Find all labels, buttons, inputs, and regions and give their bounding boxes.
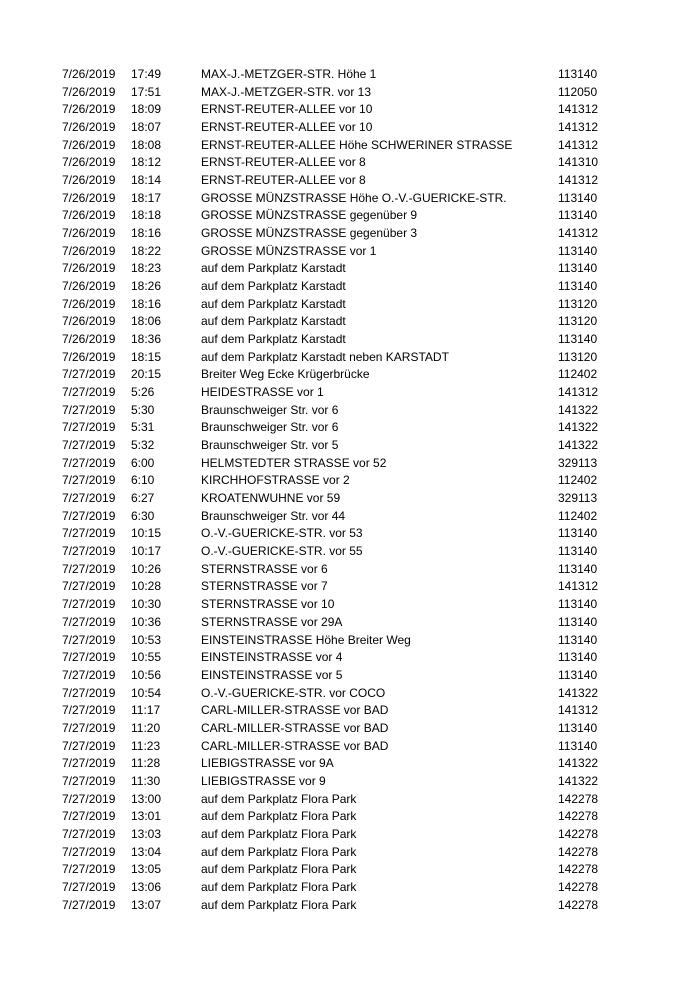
- location-cell: Braunschweiger Str. vor 6: [201, 420, 339, 435]
- location-cell: auf dem Parkplatz Karstadt neben KARSTADT: [201, 349, 449, 364]
- table-row: [0, 685, 700, 703]
- date-cell: 7/26/2019: [62, 226, 116, 241]
- date-cell: 7/27/2019: [62, 544, 116, 559]
- date-cell: 7/27/2019: [62, 791, 116, 806]
- location-cell: auf dem Parkplatz Flora Park: [201, 862, 357, 877]
- location-cell: HELMSTEDTER STRASSE vor 52: [201, 455, 387, 470]
- code-cell: 329113: [558, 491, 598, 506]
- location-cell: auf dem Parkplatz Flora Park: [201, 809, 357, 824]
- code-cell: 141312: [558, 102, 599, 117]
- date-cell: 7/27/2019: [62, 826, 116, 841]
- time-cell: 5:30: [131, 402, 155, 417]
- location-cell: KIRCHHOFSTRASSE vor 2: [201, 473, 350, 488]
- table-row: [0, 225, 700, 243]
- date-cell: 7/27/2019: [62, 632, 116, 647]
- code-cell: 113140: [558, 332, 598, 347]
- date-cell: 7/26/2019: [62, 120, 116, 135]
- time-cell: 6:30: [131, 508, 155, 523]
- time-cell: 18:17: [131, 190, 162, 205]
- time-cell: 5:32: [131, 438, 155, 453]
- code-cell: 113140: [558, 667, 598, 682]
- code-cell: 142278: [558, 826, 599, 841]
- location-cell: auf dem Parkplatz Karstadt: [201, 332, 346, 347]
- location-cell: KROATENWUHNE vor 59: [201, 491, 341, 506]
- time-cell: 13:07: [131, 897, 162, 912]
- table-row: [0, 172, 700, 190]
- time-cell: 10:56: [131, 667, 162, 682]
- code-cell: 113140: [558, 544, 598, 559]
- date-cell: 7/27/2019: [62, 897, 116, 912]
- date-cell: 7/27/2019: [62, 809, 116, 824]
- code-cell: 142278: [558, 897, 599, 912]
- date-cell: 7/27/2019: [62, 756, 116, 771]
- location-cell: STERNSTRASSE vor 7: [201, 579, 328, 594]
- table-row: [0, 808, 700, 826]
- table-row: [0, 207, 700, 225]
- table-row: [0, 791, 700, 809]
- code-cell: 113140: [558, 632, 598, 647]
- code-cell: 141312: [558, 137, 599, 152]
- code-cell: 113140: [558, 720, 598, 735]
- time-cell: 18:15: [131, 349, 162, 364]
- table-row: [0, 738, 700, 756]
- table-row: [0, 596, 700, 614]
- date-cell: 7/27/2019: [62, 491, 116, 506]
- date-cell: 7/26/2019: [62, 314, 116, 329]
- time-cell: 18:22: [131, 243, 162, 258]
- code-cell: 113140: [558, 614, 598, 629]
- location-cell: auf dem Parkplatz Flora Park: [201, 826, 357, 841]
- code-cell: 142278: [558, 862, 599, 877]
- date-cell: 7/26/2019: [62, 190, 116, 205]
- time-cell: 18:08: [131, 137, 162, 152]
- code-cell: 141312: [558, 173, 599, 188]
- location-cell: Breiter Weg Ecke Krügerbrücke: [201, 367, 370, 382]
- code-cell: 113140: [558, 243, 598, 258]
- time-cell: 13:01: [131, 809, 162, 824]
- code-cell: 112402: [558, 367, 598, 382]
- time-cell: 5:31: [131, 420, 155, 435]
- code-cell: 141322: [558, 438, 599, 453]
- time-cell: 13:06: [131, 879, 162, 894]
- location-cell: LIEBIGSTRASSE vor 9: [201, 773, 326, 788]
- date-cell: 7/26/2019: [62, 279, 116, 294]
- code-cell: 113140: [558, 650, 598, 665]
- date-cell: 7/27/2019: [62, 561, 116, 576]
- code-cell: 329113: [558, 455, 598, 470]
- table-row: [0, 844, 700, 862]
- time-cell: 18:14: [131, 173, 162, 188]
- table-row: [0, 667, 700, 685]
- code-cell: 142278: [558, 809, 599, 824]
- table-row: [0, 119, 700, 137]
- time-cell: 18:16: [131, 296, 162, 311]
- table-row: [0, 702, 700, 720]
- date-cell: 7/27/2019: [62, 667, 116, 682]
- code-cell: 141312: [558, 385, 599, 400]
- time-cell: 10:55: [131, 650, 162, 665]
- date-cell: 7/27/2019: [62, 367, 116, 382]
- code-cell: 113140: [558, 597, 598, 612]
- time-cell: 18:23: [131, 261, 162, 276]
- time-cell: 10:30: [131, 597, 162, 612]
- date-cell: 7/27/2019: [62, 862, 116, 877]
- time-cell: 20:15: [131, 367, 162, 382]
- location-cell: GROSSE MÜNZSTRASSE gegenüber 3: [201, 226, 418, 241]
- date-cell: 7/27/2019: [62, 703, 116, 718]
- code-cell: 113140: [558, 526, 598, 541]
- location-cell: EINSTEINSTRASSE vor 5: [201, 667, 343, 682]
- date-cell: 7/26/2019: [62, 349, 116, 364]
- table-row: [0, 472, 700, 490]
- location-cell: O.-V.-GUERICKE-STR. vor 55: [201, 544, 363, 559]
- date-cell: 7/27/2019: [62, 597, 116, 612]
- code-cell: 112402: [558, 508, 598, 523]
- time-cell: 11:20: [131, 720, 161, 735]
- location-cell: STERNSTRASSE vor 29A: [201, 614, 343, 629]
- code-cell: 141322: [558, 773, 599, 788]
- date-cell: 7/27/2019: [62, 438, 116, 453]
- time-cell: 10:17: [131, 544, 162, 559]
- table-row: [0, 755, 700, 773]
- time-cell: 11:28: [131, 756, 161, 771]
- table-row: [0, 437, 700, 455]
- location-cell: Braunschweiger Str. vor 44: [201, 508, 346, 523]
- time-cell: 18:18: [131, 208, 162, 223]
- code-cell: 141322: [558, 402, 599, 417]
- records-table: [0, 66, 700, 914]
- code-cell: 142278: [558, 879, 599, 894]
- code-cell: 141312: [558, 579, 599, 594]
- date-cell: 7/26/2019: [62, 155, 116, 170]
- code-cell: 113140: [558, 190, 598, 205]
- table-row: [0, 508, 700, 526]
- time-cell: 6:00: [131, 455, 155, 470]
- code-cell: 142278: [558, 791, 599, 806]
- table-row: [0, 861, 700, 879]
- date-cell: 7/27/2019: [62, 650, 116, 665]
- table-row: [0, 455, 700, 473]
- time-cell: 17:49: [131, 67, 162, 81]
- date-cell: 7/26/2019: [62, 102, 116, 117]
- table-row: [0, 366, 700, 384]
- time-cell: 13:04: [131, 844, 162, 859]
- table-row: [0, 331, 700, 349]
- time-cell: 17:51: [131, 84, 162, 99]
- table-row: [0, 260, 700, 278]
- location-cell: LIEBIGSTRASSE vor 9A: [201, 756, 334, 771]
- code-cell: 141322: [558, 420, 599, 435]
- code-cell: 141312: [558, 226, 599, 241]
- table-row: [0, 296, 700, 314]
- time-cell: 10:53: [131, 632, 162, 647]
- time-cell: 11:30: [131, 773, 161, 788]
- location-cell: auf dem Parkplatz Karstadt: [201, 279, 346, 294]
- location-cell: auf dem Parkplatz Flora Park: [201, 844, 357, 859]
- location-cell: EINSTEINSTRASSE Höhe Breiter Weg: [201, 632, 411, 647]
- date-cell: 7/27/2019: [62, 614, 116, 629]
- location-cell: GROSSE MÜNZSTRASSE Höhe O.-V.-GUERICKE-STR.: [201, 190, 507, 205]
- code-cell: 141312: [558, 120, 599, 135]
- date-cell: 7/27/2019: [62, 473, 116, 488]
- date-cell: 7/27/2019: [62, 455, 116, 470]
- location-cell: Braunschweiger Str. vor 5: [201, 438, 339, 453]
- date-cell: 7/27/2019: [62, 844, 116, 859]
- code-cell: 141322: [558, 756, 599, 771]
- code-cell: 113120: [558, 314, 598, 329]
- time-cell: 18:16: [131, 226, 162, 241]
- table-row: [0, 543, 700, 561]
- date-cell: 7/26/2019: [62, 67, 116, 81]
- location-cell: ERNST-REUTER-ALLEE vor 10: [201, 102, 373, 117]
- table-row: [0, 561, 700, 579]
- time-cell: 10:28: [131, 579, 162, 594]
- code-cell: 141310: [558, 155, 599, 170]
- time-cell: 18:09: [131, 102, 162, 117]
- table-row: [0, 154, 700, 172]
- time-cell: 18:36: [131, 332, 162, 347]
- location-cell: GROSSE MÜNZSTRASSE gegenüber 9: [201, 208, 418, 223]
- time-cell: 18:06: [131, 314, 162, 329]
- location-cell: ERNST-REUTER-ALLEE Höhe SCHWERINER STRASSE: [201, 137, 513, 152]
- table-row: [0, 419, 700, 437]
- time-cell: 10:15: [131, 526, 162, 541]
- table-row: [0, 384, 700, 402]
- location-cell: ERNST-REUTER-ALLEE vor 8: [201, 155, 366, 170]
- code-cell: 141322: [558, 685, 599, 700]
- table-row: [0, 649, 700, 667]
- table-row: [0, 826, 700, 844]
- date-cell: 7/27/2019: [62, 720, 116, 735]
- code-cell: 113140: [558, 208, 598, 223]
- code-cell: 113140: [558, 279, 598, 294]
- time-cell: 10:36: [131, 614, 162, 629]
- table-row: [0, 190, 700, 208]
- location-cell: O.-V.-GUERICKE-STR. vor 53: [201, 526, 363, 541]
- location-cell: STERNSTRASSE vor 6: [201, 561, 328, 576]
- time-cell: 6:27: [131, 491, 155, 506]
- time-cell: 10:54: [131, 685, 162, 700]
- location-cell: auf dem Parkplatz Karstadt: [201, 314, 346, 329]
- table-row: [0, 101, 700, 119]
- date-cell: 7/27/2019: [62, 420, 116, 435]
- date-cell: 7/27/2019: [62, 773, 116, 788]
- location-cell: auf dem Parkplatz Karstadt: [201, 296, 346, 311]
- location-cell: CARL-MILLER-STRASSE vor BAD: [201, 720, 389, 735]
- date-cell: 7/26/2019: [62, 261, 116, 276]
- location-cell: auf dem Parkplatz Karstadt: [201, 261, 346, 276]
- code-cell: 113140: [558, 67, 598, 81]
- code-cell: 113120: [558, 349, 598, 364]
- table-row: [0, 578, 700, 596]
- code-cell: 112050: [558, 84, 598, 99]
- table-row: [0, 278, 700, 296]
- time-cell: 18:07: [131, 120, 162, 135]
- code-cell: 113140: [558, 561, 598, 576]
- table-row: [0, 490, 700, 508]
- time-cell: 11:17: [131, 703, 161, 718]
- table-row: [0, 614, 700, 632]
- code-cell: 142278: [558, 844, 599, 859]
- date-cell: 7/26/2019: [62, 296, 116, 311]
- date-cell: 7/26/2019: [62, 243, 116, 258]
- location-cell: auf dem Parkplatz Flora Park: [201, 791, 357, 806]
- table-row: [0, 897, 700, 915]
- table-row: [0, 402, 700, 420]
- time-cell: 13:05: [131, 862, 162, 877]
- code-cell: 141312: [558, 703, 599, 718]
- time-cell: 18:26: [131, 279, 162, 294]
- time-cell: 10:26: [131, 561, 162, 576]
- location-cell: CARL-MILLER-STRASSE vor BAD: [201, 703, 389, 718]
- location-cell: ERNST-REUTER-ALLEE vor 8: [201, 173, 366, 188]
- date-cell: 7/26/2019: [62, 137, 116, 152]
- table-row: [0, 137, 700, 155]
- location-cell: STERNSTRASSE vor 10: [201, 597, 335, 612]
- code-cell: 113140: [558, 261, 598, 276]
- time-cell: 11:23: [131, 738, 161, 753]
- date-cell: 7/27/2019: [62, 402, 116, 417]
- location-cell: auf dem Parkplatz Flora Park: [201, 897, 357, 912]
- location-cell: O.-V.-GUERICKE-STR. vor COCO: [201, 685, 386, 700]
- table-row: [0, 66, 700, 84]
- table-row: [0, 84, 700, 102]
- code-cell: 113120: [558, 296, 598, 311]
- code-cell: 113140: [558, 738, 598, 753]
- table-row: [0, 525, 700, 543]
- location-cell: HEIDESTRASSE vor 1: [201, 385, 324, 400]
- table-row: [0, 879, 700, 897]
- time-cell: 5:26: [131, 385, 155, 400]
- date-cell: 7/27/2019: [62, 879, 116, 894]
- table-row: [0, 720, 700, 738]
- code-cell: 112402: [558, 473, 598, 488]
- date-cell: 7/27/2019: [62, 685, 116, 700]
- table-row: [0, 349, 700, 367]
- date-cell: 7/27/2019: [62, 508, 116, 523]
- location-cell: CARL-MILLER-STRASSE vor BAD: [201, 738, 389, 753]
- time-cell: 6:10: [131, 473, 155, 488]
- date-cell: 7/27/2019: [62, 738, 116, 753]
- date-cell: 7/26/2019: [62, 173, 116, 188]
- table-row: [0, 773, 700, 791]
- time-cell: 18:12: [131, 155, 162, 170]
- location-cell: GROSSE MÜNZSTRASSE vor 1: [201, 243, 377, 258]
- location-cell: ERNST-REUTER-ALLEE vor 10: [201, 120, 373, 135]
- date-cell: 7/27/2019: [62, 385, 116, 400]
- date-cell: 7/26/2019: [62, 208, 116, 223]
- time-cell: 13:03: [131, 826, 162, 841]
- time-cell: 13:00: [131, 791, 162, 806]
- location-cell: auf dem Parkplatz Flora Park: [201, 879, 357, 894]
- table-row: [0, 243, 700, 261]
- date-cell: 7/27/2019: [62, 526, 116, 541]
- date-cell: 7/27/2019: [62, 579, 116, 594]
- location-cell: Braunschweiger Str. vor 6: [201, 402, 339, 417]
- location-cell: MAX-J.-METZGER-STR. Höhe 1: [201, 67, 377, 81]
- date-cell: 7/26/2019: [62, 84, 116, 99]
- location-cell: EINSTEINSTRASSE vor 4: [201, 650, 343, 665]
- date-cell: 7/26/2019: [62, 332, 116, 347]
- table-row: [0, 313, 700, 331]
- table-row: [0, 632, 700, 650]
- location-cell: MAX-J.-METZGER-STR. vor 13: [201, 84, 372, 99]
